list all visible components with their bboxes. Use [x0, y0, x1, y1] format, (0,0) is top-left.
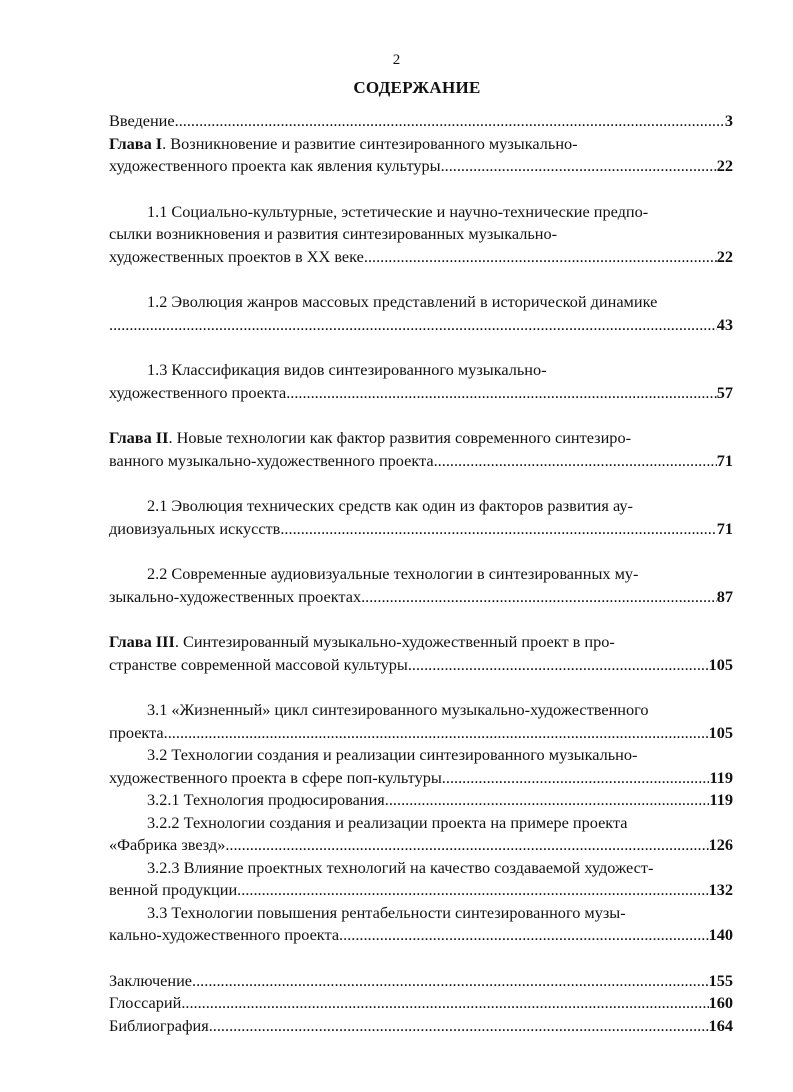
toc-chapter-prefix: Глава III: [109, 632, 175, 651]
toc-entry-section-1-3[interactable]: [109, 359, 733, 404]
toc-entry-label: венной продукции: [109, 880, 238, 899]
toc-entry-section-3-2-1[interactable]: [109, 789, 733, 812]
toc-entry-label: художественных проектов в XX веке: [109, 246, 364, 266]
toc-entry-section-3-2-2[interactable]: [109, 812, 733, 857]
toc-page-number: 71: [716, 450, 733, 470]
toc-entry-label: 2.1 Эволюция технических средств как один из факторов развития ау-: [147, 496, 633, 515]
toc-page-number: 43: [716, 314, 733, 334]
toc-entry-label: художественного проекта как явления культуры: [109, 156, 441, 175]
toc-leader-dots: [442, 767, 710, 790]
toc-entry-label: 1.3 Классификация видов синтезированного музыкально-: [147, 360, 547, 379]
toc-leader-dots: [280, 518, 716, 541]
toc-entry-introduction[interactable]: [109, 110, 733, 133]
toc-page-number: 155: [708, 970, 733, 990]
toc-entry-label: 1.1 Социально-культурные, эстетические и научно-технические предпо-: [147, 201, 649, 221]
toc-page-number: 57: [716, 382, 733, 402]
toc-entry-glossary[interactable]: [109, 992, 733, 1015]
toc-leader-dots: [286, 382, 717, 405]
toc-entry-section-3-1[interactable]: [109, 699, 733, 744]
toc-entry-label: 3.2.3 Влияние проектных технологий на качество создаваемой художест-: [147, 857, 654, 877]
toc-entry-label: 3.2.1 Технология продюсирования: [147, 790, 385, 809]
toc-entry-label: художественного проекта: [109, 382, 287, 402]
toc-leader-dots: [361, 586, 717, 609]
toc-page-number: 3: [724, 111, 733, 130]
toc-entry-bibliography[interactable]: [109, 1015, 733, 1038]
toc-leader-dots: [237, 879, 708, 902]
toc-entry-label: зыкально-художественных проектах: [109, 586, 362, 606]
toc-entry-label: 3.3 Технологии повышения рентабельности синтезированного музы-: [147, 902, 626, 922]
toc-entry-section-3-2[interactable]: [109, 744, 733, 789]
toc-leader-dots: [225, 834, 708, 857]
toc-entry-section-3-3[interactable]: [109, 902, 733, 947]
toc-leader-dots: [385, 789, 710, 812]
toc-entry-label: Глоссарий: [109, 993, 182, 1012]
toc-entry-label: . Синтезированный музыкально-художественный проект в про-: [174, 632, 615, 651]
toc-page-number: 22: [716, 246, 733, 266]
toc-page-number: 126: [708, 835, 733, 854]
toc-leader-dots: [408, 654, 709, 677]
toc-chapter-prefix: Глава II: [109, 428, 169, 447]
toc-entry-label: 3.2.2 Технологии создания и реализации проекта на примере проекта: [147, 812, 628, 832]
toc-leader-dots: [175, 110, 725, 133]
table-of-contents: [109, 110, 733, 1037]
toc-leader-dots: [164, 722, 709, 745]
toc-leader-dots: [434, 450, 717, 473]
toc-leader-dots: [364, 246, 717, 269]
toc-entry-chapter-2[interactable]: [109, 427, 733, 472]
toc-page-number: 140: [708, 925, 733, 944]
toc-entry-chapter-3[interactable]: [109, 631, 733, 676]
toc-page-number: 87: [716, 586, 733, 606]
toc-page-number: 132: [708, 880, 733, 899]
toc-entry-section-2-1[interactable]: [109, 495, 733, 540]
toc-entry-label: 3.2 Технологии создания и реализации синтезированного музыкально-: [147, 745, 638, 764]
toc-entry-label: 3.1 «Жизненный» цикл синтезированного музыкально-художественного: [147, 700, 649, 719]
toc-leader-dots: [109, 314, 717, 337]
toc-page-number: 71: [716, 518, 733, 538]
toc-leader-dots: [181, 992, 708, 1015]
toc-entry-label: диовизуальных искусств: [109, 518, 281, 538]
toc-entry-label: проекта: [109, 722, 164, 742]
toc-entry-label: странстве современной массовой культуры: [109, 654, 408, 674]
toc-entry-label: художественного проекта в сфере поп-культуры: [109, 767, 442, 787]
toc-entry-label: ванного музыкально-художественного проекта: [109, 450, 434, 470]
toc-entry-conclusion[interactable]: [109, 970, 733, 993]
toc-entry-label: . Возникновение и развитие синтезированного музыкально-: [162, 133, 578, 153]
toc-entry-chapter-1[interactable]: [109, 133, 733, 178]
toc-entry-label: Введение: [109, 111, 175, 130]
toc-entry-label: 2.2 Современные аудиовизуальные технологии в синтезированных му-: [147, 564, 639, 583]
toc-entry-section-2-2[interactable]: [109, 563, 733, 608]
toc-leader-dots: [339, 924, 709, 947]
toc-entry-section-1-1[interactable]: [109, 201, 733, 269]
page-title: СОДЕРЖАНИЕ: [353, 78, 481, 97]
toc-page-number: 160: [708, 993, 733, 1012]
toc-entry-label: . Новые технологии как фактор развития современного синтезиро-: [168, 428, 632, 447]
toc-page-number: 119: [709, 790, 733, 809]
toc-entry-label: «Фабрика звезд»: [109, 835, 226, 854]
toc-entry-label: сылки возникновения и развития синтезированных музыкально-: [109, 224, 558, 243]
toc-leader-dots: [441, 155, 717, 178]
toc-entry-label: 1.2 Эволюция жанров массовых представлений в исторической динамике: [147, 292, 658, 311]
toc-page-number: 105: [708, 722, 733, 742]
toc-entry-label: Библиография: [109, 1015, 209, 1035]
toc-entry-label: кально-художественного проекта: [109, 925, 340, 944]
toc-page-number: 164: [708, 1015, 733, 1035]
toc-page-number: 22: [716, 156, 733, 175]
toc-entry-section-3-2-3[interactable]: [109, 857, 733, 902]
toc-entry-label: Заключение: [109, 970, 193, 990]
toc-leader-dots: [192, 970, 709, 993]
toc-leader-dots: [209, 1015, 709, 1038]
toc-page-number: 105: [708, 654, 733, 674]
toc-chapter-prefix: Глава I: [109, 133, 163, 153]
toc-page-number: 119: [709, 767, 733, 787]
page-number: 2: [392, 52, 401, 68]
toc-entry-section-1-2[interactable]: [109, 291, 733, 336]
